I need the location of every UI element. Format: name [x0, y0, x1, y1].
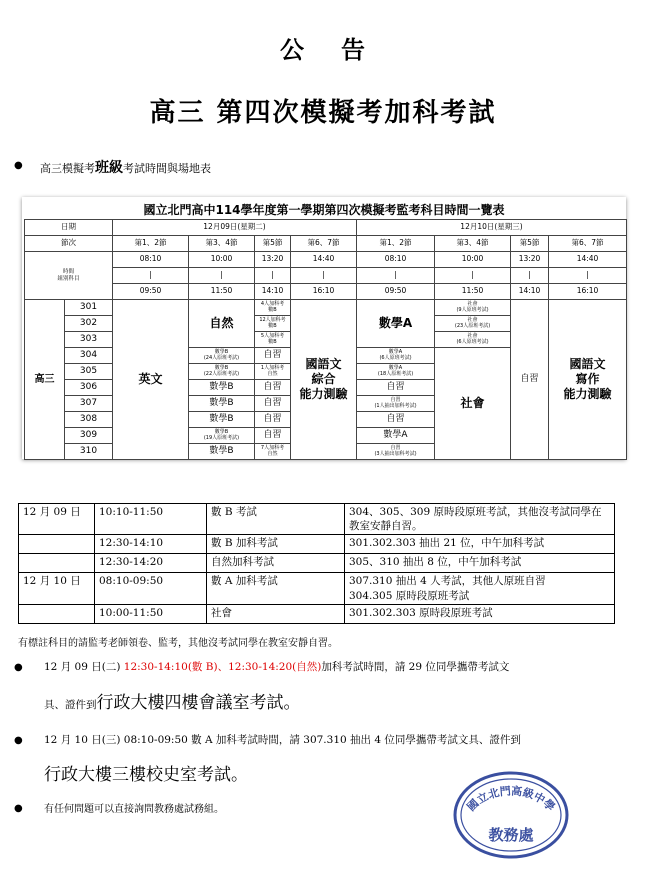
- table-cell-time: 10:10-11:50: [95, 504, 207, 535]
- table-cell-time: 12:30-14:10: [95, 535, 207, 554]
- schedule-cell: 1人加科考 自然: [255, 364, 291, 380]
- schedule-cell: 自習: [255, 412, 291, 428]
- table-cell-note: 307.310 抽出 4 人考試，其他人原班自習 304.305 原時段原班考試: [345, 573, 615, 604]
- item2-line2: 具、證件到行政大樓四樓會議室考試。: [44, 693, 301, 713]
- schedule-cell: 自習: [255, 348, 291, 364]
- svg-text:教務處: 教務處: [488, 826, 534, 844]
- schedule-cell: 301: [65, 300, 113, 316]
- bullet-icon: ●: [14, 803, 23, 814]
- bullet-icon: ●: [14, 735, 23, 746]
- schedule-cell: 7人加科考 自然: [255, 444, 291, 460]
- schedule-grid: 日期 12月09日(星期二) 12月10日(星期三) 節次 第1、2節 第3、4節 第5節 第6、7節 第1、2節 第3、4節 第5節 第6、7節 時間 組別科目 08:10 10:00 13:20 14:40 08:10 10:00 13:20 14:40 | | | | | | | | 09:50 11:50 14:10 16:10 09:50 11:50 14:10 16:10 高三 301 英文 自然 4人加科考 數B 國語文 綜合 能力測驗 數學A 社會 (9人原班考試) 自習 國語文 寫作 能力測驗 302 12人加科考 數B 社會 (23人原班考試) 303 5人加科考 數B 社會 (6人原班考試) 304 數學B (24人原班考試) 自習 數學A (6人原班考試) 社會 305 數學B (22人原班考試) 1人加科考 自然 數學A (18人原班考試) 306 數學B 自習 自習 307 數學B 自習 自習 (1人抽出加科考試) 308 數學B 自習 自習 309 數學B (19人原班考試) 自習 數學A 310 數學B 7人加科考 自然 自習 (3人抽出加科考試): [24, 219, 627, 460]
- item2-line1: 12 月 09 日(二) 12:30-14:10(數 B)、12:30-14:20(自然)加科考試時間，請 29 位同學攜帶考試文: [44, 661, 510, 673]
- schedule-cell: 數學B: [189, 444, 255, 460]
- table-cell-note: 305、310 抽出 8 位，中午加科考試: [345, 554, 615, 573]
- section1-heading: 高三模擬考班級考試時間與場地表: [40, 160, 211, 176]
- table-cell-subject: 自然加科考試: [207, 554, 345, 573]
- table-cell-note: 301.302.303 原時段原班考試: [345, 604, 615, 623]
- schedule-cell: 自習: [255, 428, 291, 444]
- table-row: [19, 554, 615, 573]
- schedule-cell: 12人加科考 數B: [255, 316, 291, 332]
- schedule-cell: 數學B: [189, 396, 255, 412]
- table-cell-subject: 社會: [207, 604, 345, 623]
- table-cell-date: [19, 535, 95, 554]
- schedule-cell: 305: [65, 364, 113, 380]
- table-cell-note: 301.302.303 抽出 21 位，中午加科考試: [345, 535, 615, 554]
- schedule-cell: 高三: [25, 300, 65, 460]
- schedule-cell: 308: [65, 412, 113, 428]
- schedule-title: 國立北門高中114學年度第一學期第四次模擬考監考科目時間一覽表: [143, 203, 505, 217]
- schedule-cell: 數學A (18人原班考試): [357, 364, 435, 380]
- schedule-cell: 國語文 綜合 能力測驗: [291, 300, 357, 460]
- table-cell-time: 10:00-11:50: [95, 604, 207, 623]
- schedule-cell: 數學B (22人原班考試): [189, 364, 255, 380]
- schedule-cell: 數學B: [189, 380, 255, 396]
- seal-stamp-icon: [452, 770, 570, 860]
- schedule-table-image: [22, 197, 626, 459]
- item3-line2: 行政大樓三樓校史室考試。: [44, 765, 248, 785]
- schedule-cell: 306: [65, 380, 113, 396]
- table-cell-subject: 數 B 加科考試: [207, 535, 345, 554]
- schedule-cell: 數學B (24人原班考試): [189, 348, 255, 364]
- schedule-cell: 自習 (1人抽出加科考試): [357, 396, 435, 412]
- bullet-icon: ●: [14, 160, 23, 171]
- schedule-cell: 數學B (19人原班考試): [189, 428, 255, 444]
- table-cell-time: 12:30-14:20: [95, 554, 207, 573]
- schedule-cell: 307: [65, 396, 113, 412]
- schedule-cell: 303: [65, 332, 113, 348]
- schedule-cell: 302: [65, 316, 113, 332]
- note-text: 有標註科目的請監考老師領卷、監考，其他沒考試同學在教室安靜自習。: [18, 638, 338, 649]
- schedule-cell: 數學A: [357, 428, 435, 444]
- schedule-cell: 自然: [189, 300, 255, 348]
- table-cell-date: 12 月 09 日: [19, 504, 95, 535]
- svg-text:國立北門高級中學: 國立北門高級中學: [464, 784, 558, 814]
- schedule-cell: 自習: [255, 380, 291, 396]
- table-row: [19, 604, 615, 623]
- table-row: [19, 573, 615, 604]
- schedule-cell: 自習: [357, 412, 435, 428]
- table-cell-subject: 數 A 加科考試: [207, 573, 345, 604]
- item4-text: 有任何問題可以直接詢問教務處試務組。: [44, 804, 224, 815]
- table-cell-date: [19, 554, 95, 573]
- notice-title: 公 告: [280, 35, 366, 64]
- table-cell-date: 12 月 10 日: [19, 573, 95, 604]
- schedule-cell: 5人加科考 數B: [255, 332, 291, 348]
- schedule-cell: 英文: [113, 300, 189, 460]
- schedule-cell: 309: [65, 428, 113, 444]
- schedule-cell: 304: [65, 348, 113, 364]
- schedule-cell: 自習 (3人抽出加科考試): [357, 444, 435, 460]
- item3-line1: 12 月 10 日(三) 08:10-09:50 數 A 加科考試時間，請 307.310 抽出 4 位同學攜帶考試文具、證件到: [44, 734, 521, 746]
- schedule-cell: 數學A (6人原班考試): [357, 348, 435, 364]
- page-title: 高三 第四次模擬考加科考試: [149, 98, 497, 128]
- table-row: [19, 535, 615, 554]
- schedule-cell: 310: [65, 444, 113, 460]
- table-cell-subject: 數 B 考試: [207, 504, 345, 535]
- table-row: [19, 504, 615, 535]
- schedule-cell: 自習: [357, 380, 435, 396]
- exam-table: [18, 503, 615, 624]
- schedule-cell: 數學B: [189, 412, 255, 428]
- bullet-icon: ●: [14, 662, 23, 673]
- schedule-cell: 社會 (6人原班考試): [435, 332, 511, 348]
- schedule-cell: 自習: [511, 300, 549, 460]
- schedule-cell: 4人加科考 數B: [255, 300, 291, 316]
- schedule-cell: 社會 (9人原班考試): [435, 300, 511, 316]
- schedule-cell: 社會 (23人原班考試): [435, 316, 511, 332]
- schedule-cell: 自習: [255, 396, 291, 412]
- schedule-cell: 國語文 寫作 能力測驗: [549, 300, 627, 460]
- table-cell-date: [19, 604, 95, 623]
- schedule-row: [25, 300, 627, 316]
- table-cell-note: 304、305、309 原時段原班考試，其他沒考試同學在教室安靜自習。: [345, 504, 615, 535]
- schedule-cell: 數學A: [357, 300, 435, 348]
- table-cell-time: 08:10-09:50: [95, 573, 207, 604]
- schedule-cell: 社會: [435, 348, 511, 460]
